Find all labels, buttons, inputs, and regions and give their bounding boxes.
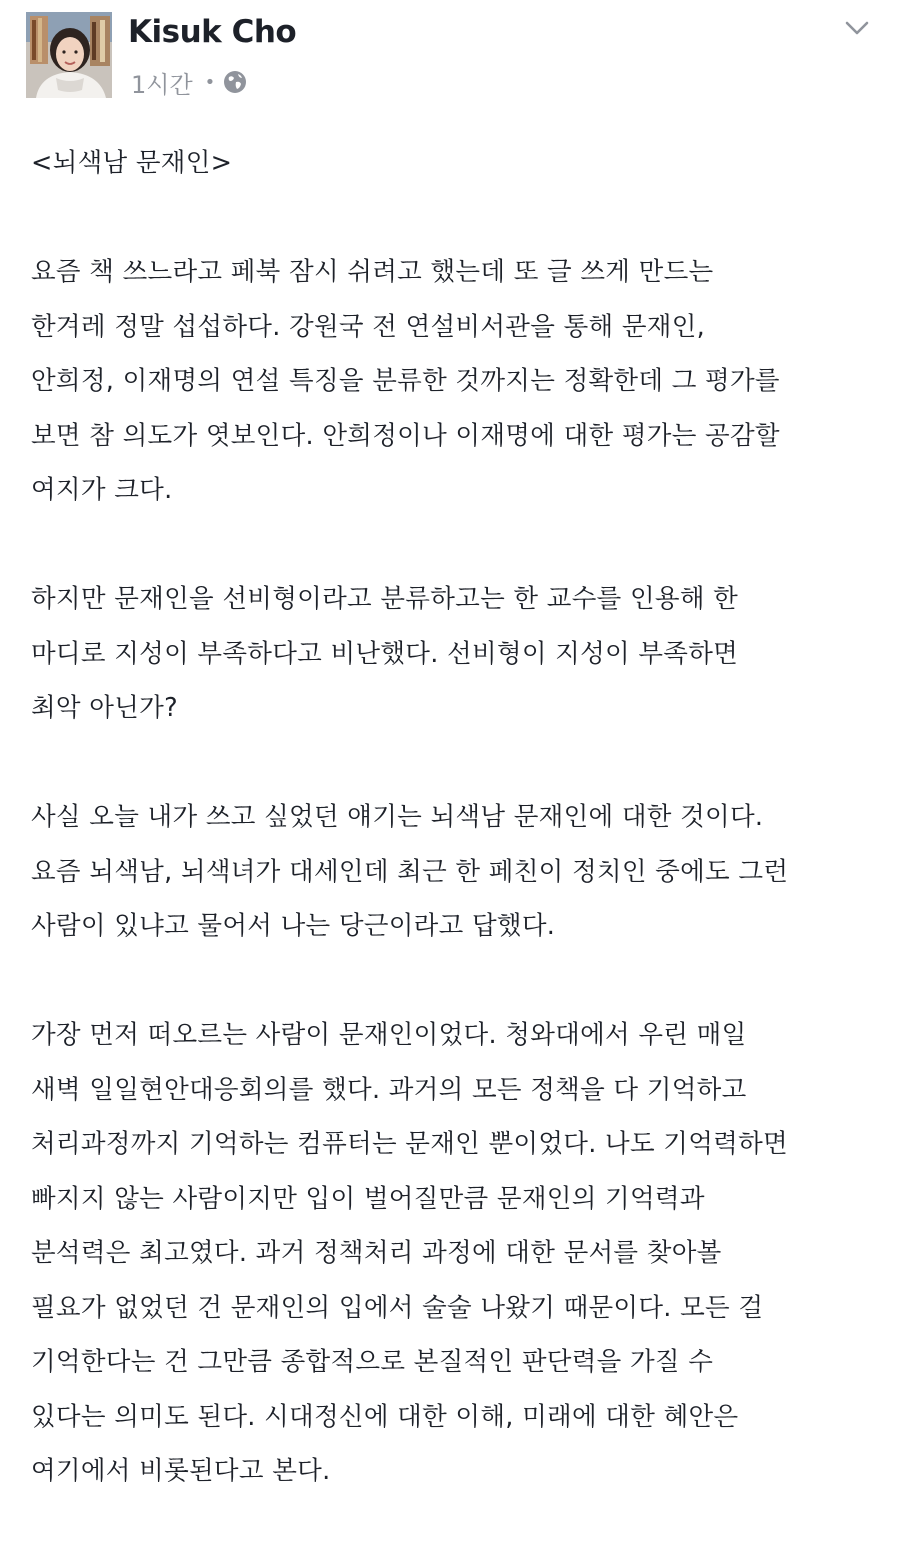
post-timestamp[interactable]: 1시간 (131, 70, 193, 99)
text-line: 보면 참 의도가 엿보인다. 안희정이나 이재명에 대한 평가는 공감할 (31, 420, 780, 451)
chevron-down-icon[interactable] (843, 14, 871, 42)
text-line: 사실 오늘 내가 쓰고 싶었던 얘기는 뇌색남 문재인에 대한 것이다. (31, 802, 764, 832)
text-line: 요즘 책 쓰느라고 페북 잠시 쉬려고 했는데 또 글 쓰게 만드는 (31, 257, 714, 287)
text-line: 여기에서 비롯된다고 본다. (31, 1456, 331, 1486)
meta-separator: • (204, 71, 216, 93)
text-line: 빠지지 않는 사람이지만 입이 벌어질만큼 문재인의 기억력과 (31, 1183, 705, 1214)
text-line: 분석력은 최고였다. 과거 정책처리 과정에 대한 문서를 찾아볼 (31, 1238, 722, 1268)
text-line: 가장 먼저 떠오르는 사람이 문재인이었다. 청와대에서 우린 매일 (31, 1020, 747, 1050)
post-title-text: <뇌색남 문재인> (31, 148, 233, 178)
author-name[interactable]: Kisuk Cho (128, 14, 297, 50)
post-body (31, 136, 881, 1553)
text-line: 있다는 의미도 된다. 시대정신에 대한 이해, 미래에 대한 혜안은 (31, 1401, 739, 1432)
text-line: 한겨레 정말 섭섭하다. 강원국 전 연설비서관을 통해 문재인, (31, 311, 706, 342)
text-line: 안희정, 이재명의 연설 특징을 분류한 것까지는 정확한데 그 평가를 (31, 366, 780, 396)
text-line: 기억한다는 건 그만큼 종합적으로 본질적인 판단력을 가질 수 (31, 1347, 714, 1377)
text-line: 새벽 일일현안대응회의를 했다. 과거의 모든 정책을 다 기억하고 (31, 1074, 747, 1105)
paragraph-3 (31, 790, 881, 954)
post-title (31, 136, 881, 191)
avatar[interactable] (26, 12, 112, 98)
text-line: 하지만 문재인을 선비형이라고 분류하고는 한 교수를 인용해 한 (31, 584, 739, 614)
paragraph-1 (31, 245, 881, 518)
text-line: 사람이 있냐고 물어서 나는 당근이라고 답했다. (31, 911, 556, 941)
text-line: 필요가 없었던 건 문재인의 입에서 술술 나왔기 때문이다. 모든 걸 (31, 1292, 764, 1323)
text-line: 마디로 지성이 부족하다고 비난했다. 선비형이 지성이 부족하면 (31, 638, 739, 669)
text-line: 요즘 뇌색남, 뇌색녀가 대세인데 최근 한 페친이 정치인 중에도 그런 (31, 856, 789, 887)
post-meta (131, 66, 247, 98)
text-line: 여지가 크다. (31, 475, 173, 505)
profile-photo (26, 12, 112, 98)
text-line: 처리과정까지 기억하는 컴퓨터는 문재인 뿐이었다. 나도 기억력하면 (31, 1129, 788, 1159)
globe-icon[interactable] (223, 70, 247, 94)
text-line: 최악 아닌가? (31, 693, 178, 723)
post-header (0, 0, 898, 110)
paragraph-2 (31, 572, 881, 736)
paragraph-4 (31, 1008, 881, 1499)
